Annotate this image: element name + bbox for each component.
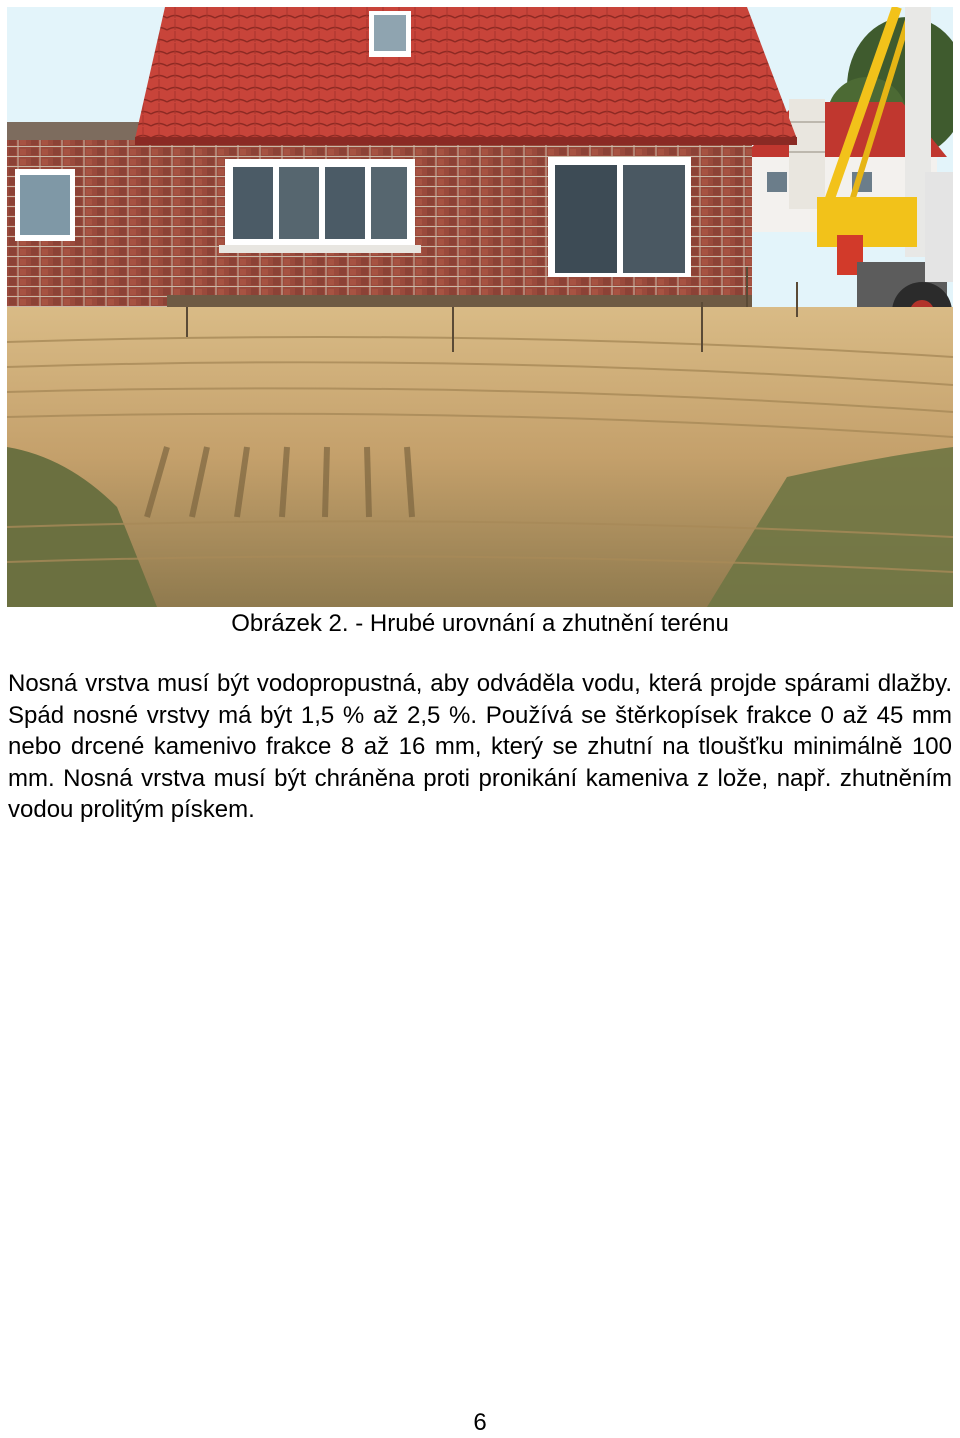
roof bbox=[135, 7, 797, 139]
photo-illustration bbox=[7, 7, 953, 607]
page-number: 6 bbox=[473, 1409, 487, 1436]
construction-site-photo bbox=[7, 7, 953, 607]
body-paragraph: Nosná vrstva musí být vodopropustná, aby odváděla vodu, která projde spárami dlažby. Spád nosné vrstvy má být 1,5 % až 2,5 %. Používá se štěrkopísek frakce 0 až 45 mm nebo drcené kamenivo frakce 8 až 16 mm, který se zhutní na tloušťku minimálně 100 mm. Nosná vrstva musí být chráněna proti pronikání kameniva z lože, např. zhutněním vodou prolitým pískem. bbox=[8, 670, 952, 823]
figure-caption: Obrázek 2. - Hrubé urovnání a zhutnění terénu bbox=[231, 610, 729, 637]
